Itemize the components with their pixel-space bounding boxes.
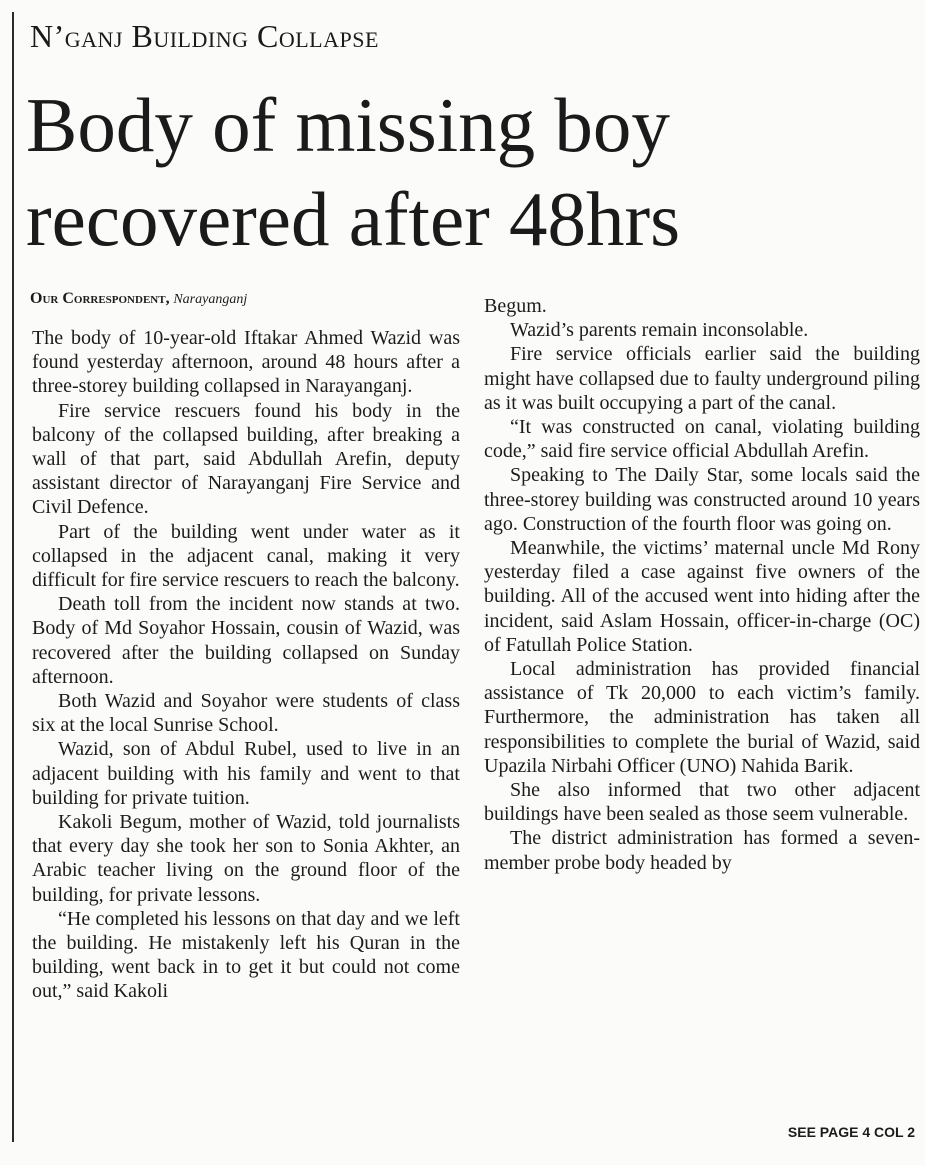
paragraph: “It was constructed on canal, violating building code,” said fire service official Abdullah Arefin. [484, 416, 920, 463]
byline [30, 290, 247, 308]
paragraph: Meanwhile, the victims’ maternal uncle Md Rony yesterday filed a case against five owners of the building. All of the accused went into hiding after the incident, said Aslam Hossain, officer-in-charge (OC) of Fatullah Police Station. [484, 537, 920, 656]
paragraph: She also informed that two other adjacent buildings have been sealed as those seem vulnerable. [484, 779, 920, 826]
column-rule [12, 12, 14, 1142]
headline: Body of missing boy recovered after 48hrs [26, 82, 681, 262]
body-column-1 [32, 326, 460, 1004]
paragraph: Kakoli Begum, mother of Wazid, told journalists that every day she took her son to Sonia Akhter, an Arabic teacher living on the ground floor of the building, for private lessons. [32, 811, 460, 906]
paragraph: Local administration has provided financial assistance of Tk 20,000 to each victim’s family. Furthermore, the administration has taken all responsibilities to complete the burial of Wazid, said Upazila Nirbahi Officer (UNO) Nahida Barik. [484, 658, 920, 777]
paragraph: “He completed his lessons on that day and we left the building. He mistakenly left his Quran in the building, went back in to get it but could not come out,” said Kakoli [32, 907, 460, 1003]
paragraph: Fire service officials earlier said the building might have collapsed due to faulty underground piling as it was built occupying a part of the canal. [484, 343, 920, 414]
byline-place: Narayanganj [173, 292, 248, 307]
kicker: N’ganj Building Collapse [30, 18, 379, 54]
paragraph: Both Wazid and Soyahor were students of class six at the local Sunrise School. [32, 690, 460, 737]
paragraph: Death toll from the incident now stands at two. Body of Md Soyahor Hossain, cousin of Wazid, was recovered after the building collapsed on Sunday afternoon. [32, 593, 460, 688]
paragraph: Fire service rescuers found his body in the balcony of the collapsed building, after breaking a wall of that part, said Abdullah Arefin, deputy assistant director of Narayanganj Fire Service and Civil Defence. [32, 399, 460, 519]
paragraph: The body of 10-year-old Iftakar Ahmed Wazid was found yesterday afternoon, around 48 hours after a three-storey building collapsed in Narayanganj. [32, 327, 460, 398]
byline-name: Our Correspondent, [30, 290, 170, 307]
paragraph: Begum. [484, 295, 547, 317]
paragraph: The district administration has formed a seven-member probe body headed by [484, 827, 920, 874]
paragraph: Speaking to The Daily Star, some locals said the three-storey building was constructed around 10 years ago. Construction of the fourth floor was going on. [484, 464, 920, 535]
continuation-note: SEE PAGE 4 COL 2 [787, 1124, 915, 1140]
body-column-2 [484, 294, 920, 875]
paragraph: Wazid, son of Abdul Rubel, used to live in an adjacent building with his family and went to that building for private tuition. [32, 738, 460, 809]
paragraph: Part of the building went under water as it collapsed in the adjacent canal, making it very difficult for fire service rescuers to reach the balcony. [32, 520, 460, 592]
paragraph: Wazid’s parents remain inconsolable. [510, 319, 809, 342]
